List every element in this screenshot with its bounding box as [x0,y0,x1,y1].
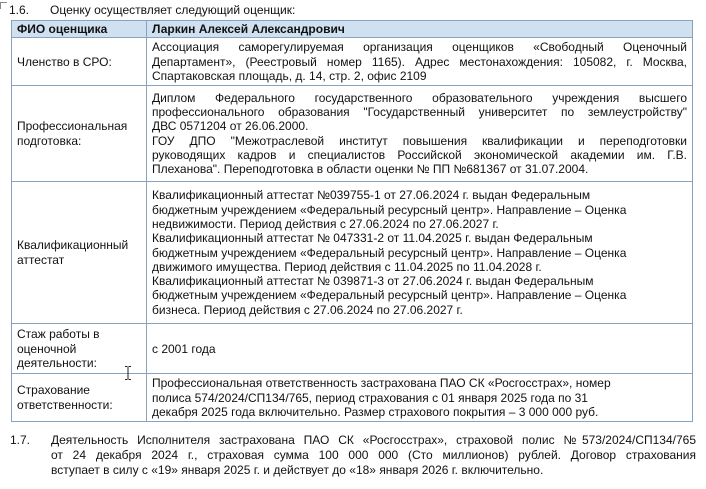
row-value [147,86,693,182]
text-line: бюджетным учреждением «Федеральный ресурсный центр». Направление – Оценка [152,245,627,260]
label-line: подготовка: [17,133,82,148]
table-row-education [12,86,693,182]
row-label [12,86,147,182]
label-line: ответственности: [17,397,113,412]
row-value [147,38,693,86]
row-label: Членство в СРО: [12,38,147,86]
text-line: Диплом Федерального государственного образовательного учреждения высшего [152,90,687,105]
label-line: Профессиональная [17,119,128,134]
label-line: аттестат [17,252,65,267]
table-header-row [12,21,693,38]
row-value [147,182,693,324]
label-line: оценочной [17,341,77,356]
table-row-insurance [12,374,693,422]
text-line: Деятельность Исполнителя застрахована ПАО СК «Росгосстрах», страховой полис №573/2024/СП134/765 [51,433,696,447]
text-line: Квалификационный аттестат № 047331-2 от 11.04.2025 г. выдан Федеральным [152,231,593,246]
header-cell-value: Ларкин Алексей Александрович [147,21,693,38]
table-row-experience [12,324,693,374]
insurance-paragraph [51,433,696,478]
text-line: бизнеса. Период действия с 27.06.2024 по 27.06.2027 г. [152,302,463,317]
text-line: ГОУ ДПО "Межотраслевой институт повышения квалификации и переподготовки [152,133,687,148]
text-line: от 24 декабря 2024 г., страховая сумма 100 000 000 (Сто миллионов) рублей. Договор страхования [51,448,696,462]
table-row-certificate [12,182,693,324]
text-line: профессионального образования "Государственный университет по землеустройству" [152,105,687,120]
row-value [147,324,693,374]
label-line: Страхование [17,383,90,398]
section-heading: Оценку осуществляет следующий оценщик: [50,3,296,17]
section-number: 1.7. [10,433,31,447]
text-line: с 2001 года [152,341,216,356]
table-row-sro [12,38,693,86]
text-line: Спартаковская площадь, д. 14, стр. 2, офис 2109 [152,68,427,83]
paragraph-mark-icon [0,2,7,9]
text-line: Квалификационный аттестат № 039871-3 от 27.06.2024 г. выдан Федеральным [152,274,594,289]
row-label [12,374,147,422]
text-line: движимого имущества. Период действия с 11.04.2025 по 11.04.2028 г. [152,259,542,274]
text-line: декабря 2025 года включительно. Размер страхового покрытия – 3 000 000 руб. [152,404,599,419]
text-line: бюджетным учреждением «Федеральный ресурсный центр». Направление – Оценка [152,202,627,217]
text-line: Профессиональная ответственность застрахована ПАО СК «Росгосстрах», номер [152,376,611,391]
text-ibeam-cursor-icon [125,366,131,380]
text-line: недвижимости. Период действия с 27.06.2024 по 27.06.2027 г. [152,216,499,231]
label-line: Стаж работы в [17,327,100,342]
row-label [12,182,147,324]
text-line: ДВС 0571204 от 26.06.2000. [152,119,309,134]
text-line: вступает в силу с «19» января 2025 г. и действует до «18» января 2026 г. включительно. [51,463,544,477]
row-value [147,374,693,422]
label-line: деятельности: [17,355,97,370]
text-line: руководящих кадров и специалистов Российской экономической академии им. Г.В. [152,147,687,162]
text-line: Плеханова". Переподготовка в области оценки № ПП №681367 от 31.07.2004. [152,162,589,177]
appraiser-table [11,20,693,422]
label-line: Квалификационный [17,238,129,253]
text-line: Департамент», (Реестровый номер 1165). Адрес местонахождения: 105082, г. Москва, [152,54,687,69]
text-line: Ассоциация саморегулируемая организация оценщиков «Свободный Оценочный [152,40,687,55]
text-line: Квалификационный аттестат №039755-1 от 27.06.2024 г. выдан Федеральным [152,188,591,203]
section-number: 1.6. [9,3,30,17]
header-cell-label: ФИО оценщика [12,21,147,38]
text-line: полиса 574/2024/СП134/765, период страхования с 01 января 2025 года по 31 [152,390,588,405]
text-line: бюджетным учреждением «Федеральный ресурсный центр». Направление – Оценка [152,288,627,303]
